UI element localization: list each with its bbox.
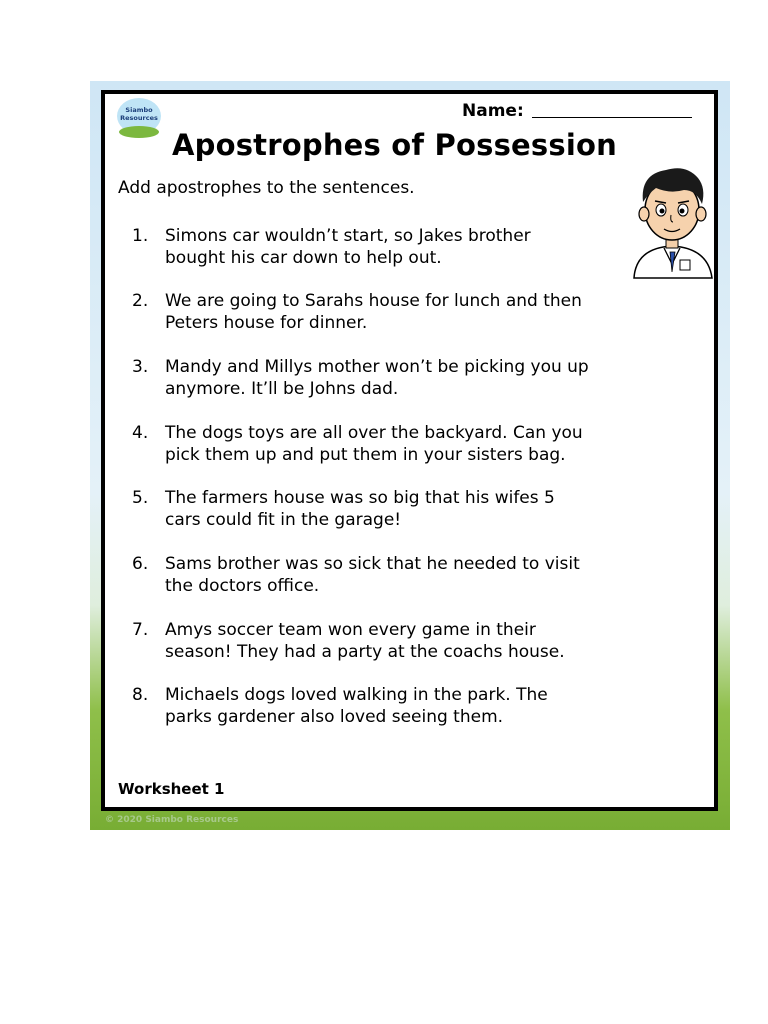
- copyright-text: © 2020 Siambo Resources: [105, 815, 239, 825]
- question-line: Michaels dogs loved walking in the park. The: [165, 685, 548, 705]
- logo-text-1: Siambo: [125, 106, 153, 114]
- boy-doctor-illustration: [626, 160, 718, 280]
- question-number: 8.: [132, 685, 149, 705]
- question-text: [165, 356, 589, 400]
- name-field: [462, 101, 692, 121]
- name-blank-line[interactable]: [532, 117, 692, 118]
- question-text: [165, 684, 548, 728]
- question-line: We are going to Sarahs house for lunch and then: [165, 291, 582, 311]
- siambo-logo-icon: [113, 96, 165, 140]
- question-line: bought his car down to help out.: [165, 248, 442, 268]
- question-line: Mandy and Millys mother won’t be picking you up: [165, 357, 589, 377]
- question-text: [165, 487, 555, 531]
- question-line: the doctors office.: [165, 576, 320, 596]
- instructions: Add apostrophes to the sentences.: [118, 178, 415, 198]
- question-line: Simons car wouldn’t start, so Jakes brother: [165, 226, 531, 246]
- name-label: Name:: [462, 101, 524, 121]
- question-line: Amys soccer team won every game in their: [165, 620, 536, 640]
- question-line: parks gardener also loved seeing them.: [165, 707, 504, 727]
- question-line: The dogs toys are all over the backyard. Can you: [165, 423, 583, 443]
- question-number: 2.: [132, 291, 149, 311]
- question-text: [165, 553, 580, 597]
- question-number: 3.: [132, 357, 149, 377]
- question-line: cars could fit in the garage!: [165, 510, 402, 530]
- question-number: 7.: [132, 620, 149, 640]
- question-number: 4.: [132, 423, 149, 443]
- question-line: anymore. It’ll be Johns dad.: [165, 379, 399, 399]
- question-number: 5.: [132, 488, 149, 508]
- question-line: The farmers house was so big that his wifes 5: [165, 488, 555, 508]
- question-text: [165, 225, 531, 269]
- question-number: 1.: [132, 226, 149, 246]
- worksheet-label: Worksheet 1: [118, 780, 225, 798]
- question-text: [165, 619, 565, 663]
- question-text: [165, 290, 582, 334]
- page-title: Apostrophes of Possession: [172, 128, 617, 162]
- question-line: season! They had a party at the coachs house.: [165, 642, 565, 662]
- question-number: 6.: [132, 554, 149, 574]
- question-text: [165, 422, 583, 466]
- logo-text-2: Resources: [120, 114, 158, 122]
- question-line: Sams brother was so sick that he needed to visit: [165, 554, 580, 574]
- question-line: pick them up and put them in your sisters bag.: [165, 445, 566, 465]
- question-line: Peters house for dinner.: [165, 313, 368, 333]
